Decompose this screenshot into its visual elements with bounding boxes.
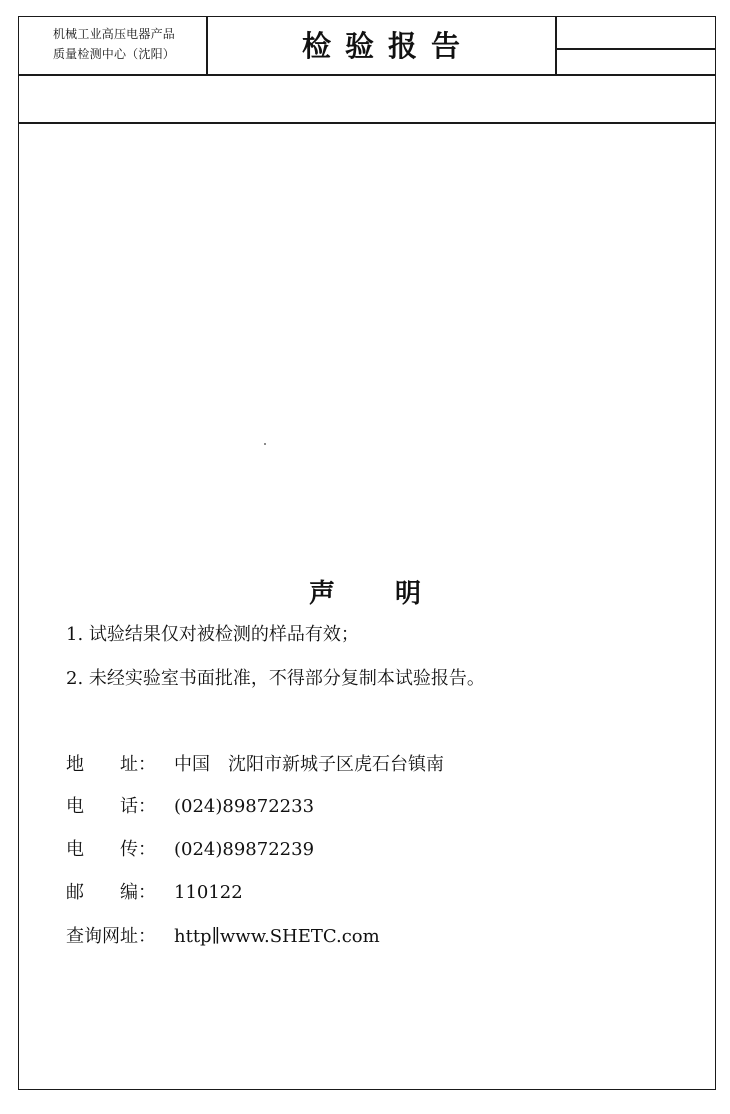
address-value: 中国 沈阳市新城子区虎石台镇南: [174, 754, 444, 775]
declaration-item-1: 1. 试验结果仅对被检测的样品有效；: [66, 624, 359, 645]
phone-value: (024)89872233: [174, 796, 315, 817]
subheader-divider: [18, 122, 716, 124]
postcode-label: 邮 编：: [66, 882, 156, 903]
phone-label: 电 话：: [66, 796, 156, 817]
postcode-value: 110122: [174, 882, 243, 903]
website-label: 查询网址：: [66, 926, 156, 947]
website-value: http∥www.SHETC.com: [174, 926, 380, 947]
org-name-line2: 质量检测中心（沈阳）: [52, 47, 175, 61]
declaration-item-2: 2. 未经实验室书面批准，不得部分复制本试验报告。: [66, 668, 485, 689]
address-label: 地 址：: [66, 754, 156, 775]
address-row: [66, 752, 444, 778]
header-divider: [18, 74, 716, 76]
fax-row: [66, 837, 314, 863]
fax-value: (024)89872239: [174, 839, 315, 860]
postcode-row: [66, 880, 243, 906]
header-right-cell-divider: [555, 48, 716, 50]
website-row: [66, 924, 380, 950]
org-name-line1: 机械工业高压电器产品: [52, 27, 175, 41]
declaration-title: 声明: [308, 579, 481, 609]
phone-row: [66, 794, 314, 820]
report-title: 检验报告: [301, 29, 474, 63]
scan-speck: [264, 443, 266, 445]
fax-label: 电 传：: [66, 839, 156, 860]
